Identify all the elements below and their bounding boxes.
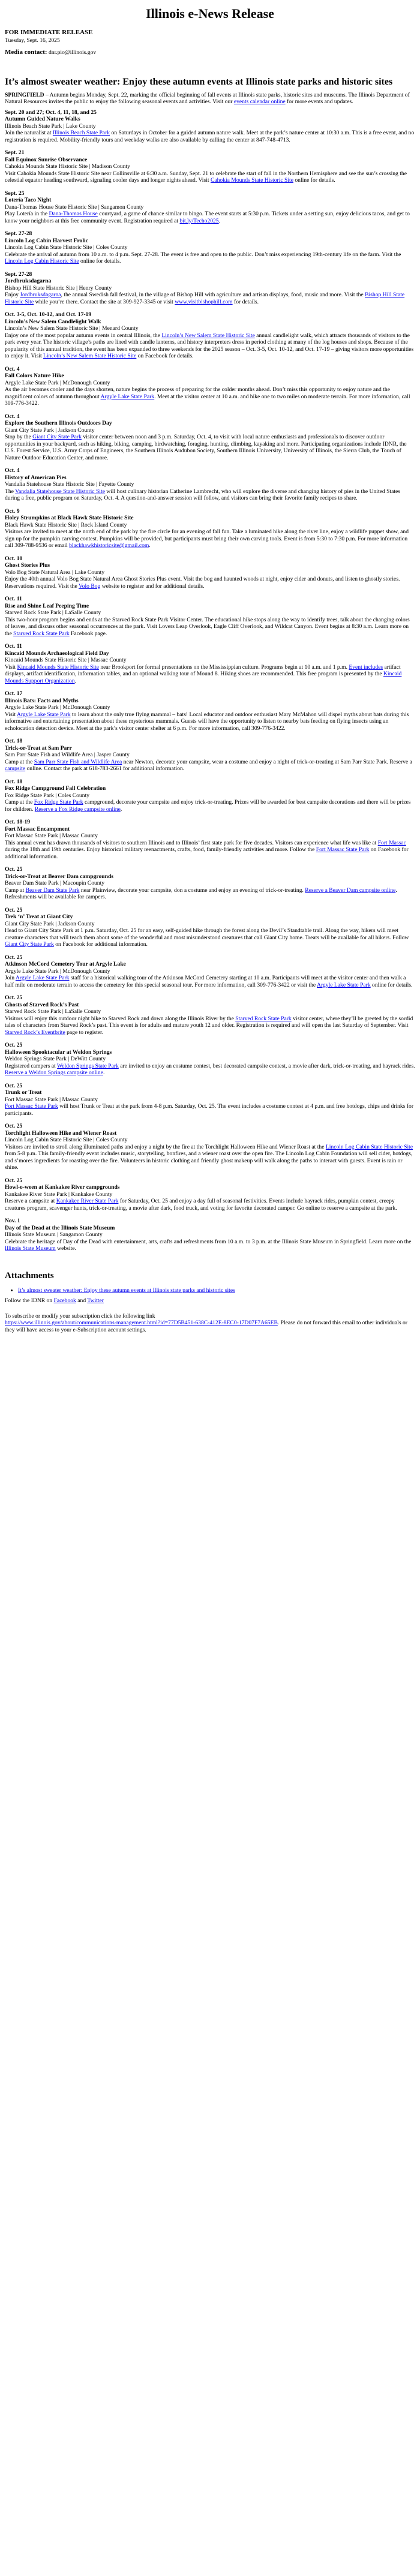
event-link[interactable]: campsite bbox=[5, 765, 26, 773]
event-text: visitor center, where they’ll be greeted by the sordid tales of characters from Starved Rock’s past. This event is for adults and mature youth 12 and older. Registration is required and will open the last Saturday of September. Visit bbox=[5, 1015, 413, 1029]
event-location: Fort Massac State Park | Massac County bbox=[5, 832, 98, 840]
event-text: online for details. bbox=[293, 177, 335, 184]
event-location: Kincaid Mounds State Historic Site | Massac County bbox=[5, 657, 127, 664]
event-block bbox=[5, 866, 415, 901]
event-text: The bbox=[5, 488, 16, 495]
event-text: Play Lotería in the bbox=[5, 211, 49, 218]
intro-text-after: for more events and updates. bbox=[285, 98, 353, 106]
event-text: website. bbox=[55, 1245, 76, 1252]
event-text: Head to Giant City State Park at 1 p.m. Saturday, Oct. 25 for an easy, self-guided hike through the forest along the Devil’s Standtable trail. Along the way, hikers will meet creature characters that will teach them about some of the wonderful and most misunderstood creatures that call Giant City home. Treats will be available for all hikers. Follow bbox=[5, 927, 409, 941]
attachments-heading: Attachments bbox=[5, 1270, 54, 1281]
event-text: . bbox=[218, 217, 221, 224]
event-text: near Newton, decorate your campsite, wear a costume and enjoy a night of trick-or-treating at Sam Parr State Park. Reserve a bbox=[122, 758, 412, 765]
event-text: campground, decorate your campsite and enjoy trick-or-treating. Prizes will be awarded for best campsite decorations and there will be prizes for children. bbox=[5, 799, 411, 813]
event-text: while you’re there. Contact the site at 309-927-3345 or visit bbox=[34, 298, 175, 305]
event-block bbox=[5, 954, 415, 989]
event-description bbox=[5, 488, 415, 502]
event-block bbox=[5, 1042, 415, 1077]
event-link[interactable]: Kankakee River State Park bbox=[56, 1198, 119, 1205]
event-link[interactable]: Argyle Lake State Park bbox=[16, 711, 71, 718]
intro-paragraph bbox=[5, 92, 415, 106]
event-text: Camp at bbox=[5, 886, 26, 894]
event-description bbox=[5, 170, 415, 184]
event-text: on Facebook for additional information. bbox=[53, 941, 148, 948]
event-link[interactable]: Lincoln’s New Salem State Historic Site bbox=[43, 353, 137, 360]
media-contact-email: dnr.pio@illinois.gov bbox=[48, 49, 97, 56]
event-text: Visit bbox=[5, 711, 17, 718]
event-title: Autumn Guided Nature Walks bbox=[5, 116, 80, 123]
event-date: Nov. 1 bbox=[5, 1218, 20, 1225]
event-link[interactable]: Lincoln Log Cabin State Historic Site bbox=[325, 1143, 413, 1150]
event-text: Camp at the bbox=[5, 758, 34, 765]
event-location: Volo Bog State Natural Area | Lake County bbox=[5, 569, 105, 576]
event-link[interactable]: Giant City State Park bbox=[32, 434, 82, 441]
event-description bbox=[5, 664, 415, 685]
event-text: online for details. bbox=[79, 258, 121, 265]
event-location: Weldon Springs State Park | DeWitt County bbox=[5, 1056, 106, 1063]
event-text: Enjoy one of the most popular autumn events in central Illinois, the bbox=[5, 332, 162, 339]
event-text: will host culinary historian Catherine Lambrecht, who will explore the diverse and changing history of pies in the United States during a free, public program on Saturday, Oct. 4. A question-and-answer session will follow, and visitors can bring their favorite family recipes to share. bbox=[5, 488, 400, 502]
event-date: Oct. 25 bbox=[5, 954, 23, 961]
event-date: Oct. 25 bbox=[5, 1177, 23, 1184]
event-link[interactable]: Fox Ridge State Park bbox=[34, 799, 83, 806]
event-location: Argyle Lake State Park | McDonough County bbox=[5, 704, 110, 711]
event-location: Vandalia Statehouse State Historic Site | Fayette County bbox=[5, 481, 134, 488]
event-description bbox=[5, 528, 415, 549]
event-description bbox=[5, 251, 415, 265]
event-link[interactable]: Fort Massac bbox=[377, 839, 406, 846]
event-text: on Facebook for additional information. bbox=[5, 846, 409, 860]
event-link[interactable]: Fort Massac State Park bbox=[5, 1103, 58, 1110]
intro-text-before: – Autumn begins Monday, Sept. 22, marking the official beginning of fall events at Illinois state parks, historic sites and museums. The Illinois Department of Natural Resources invites the public to enjoy the following seasonal events and activities. Visit our bbox=[5, 91, 410, 106]
event-date: Oct. 11 bbox=[5, 596, 22, 603]
attachment-link[interactable]: It’s almost sweater weather: Enjoy these autumn events at Illinois state parks and historic sites bbox=[18, 1287, 235, 1294]
event-link[interactable]: Sam Parr State Fish and Wildlife Area bbox=[34, 758, 122, 765]
event-title: Explore the Southern Illinois Outdoors Day bbox=[5, 420, 112, 427]
event-location: Argyle Lake State Park | McDonough County bbox=[5, 379, 110, 386]
event-date: Oct. 25 bbox=[5, 866, 23, 873]
event-location: Giant City State Park | Jackson County bbox=[5, 426, 95, 434]
event-link[interactable]: Jordbruksdagarna bbox=[20, 291, 61, 299]
event-title: Trek ‘n’ Treat at Giant City bbox=[5, 913, 73, 921]
event-location: Fort Massac State Park | Massac County bbox=[5, 1096, 98, 1103]
event-block bbox=[5, 596, 415, 637]
event-link[interactable]: Lincoln Log Cabin Historic Site bbox=[5, 258, 79, 265]
follow-prefix: Follow the IDNR on bbox=[5, 1297, 54, 1304]
event-location: Black Hawk State Historic Site | Rock Island County bbox=[5, 521, 127, 528]
event-title: Holey Strumpkins at Black Hawk State Historic Site bbox=[5, 515, 134, 522]
event-link[interactable]: Argyle Lake State Park bbox=[317, 981, 371, 988]
event-location: Illinois Beach State Park | Lake County bbox=[5, 122, 96, 130]
event-date: Oct. 4 bbox=[5, 467, 20, 474]
event-text: Enjoy the 40th annual Volo Bog State Natural Area Ghost Stories Plus event. Visit the bog and haunted woods at night, enjoy cider and donuts, and listen to ghostly stories. Reservations required. Visit the bbox=[5, 576, 400, 590]
event-description bbox=[5, 975, 415, 988]
event-location: Lincoln Log Cabin State Historic Site | Coles County bbox=[5, 1137, 128, 1144]
event-block bbox=[5, 907, 415, 948]
event-text: website to register and for additional details. bbox=[100, 582, 205, 590]
event-location: Starved Rock State Park | LaSalle County bbox=[5, 1008, 101, 1015]
headline: It’s almost sweater weather: Enjoy these autumn events at Illinois state parks and historic sites bbox=[5, 77, 393, 88]
event-link[interactable]: Dana-Thomas House bbox=[49, 211, 98, 218]
event-block bbox=[5, 230, 415, 265]
event-text: Visit bbox=[5, 663, 17, 671]
event-title: Trunk or Treat bbox=[5, 1089, 42, 1096]
event-link[interactable]: Argyle Lake State Park bbox=[15, 975, 70, 982]
event-date: Sept. 25 bbox=[5, 190, 25, 197]
event-title: History of American Pies bbox=[5, 474, 67, 481]
event-date: Oct. 10 bbox=[5, 555, 23, 562]
subscription-link[interactable]: https://www.illinois.gov/about/communications-management.html?id=77D5B451-638C-412E-8EC0-17D07F7A65EB bbox=[5, 1319, 278, 1327]
event-block bbox=[5, 1218, 415, 1252]
event-block bbox=[5, 413, 415, 462]
event-description bbox=[5, 211, 415, 224]
event-text: staff for a historical walking tour of the Atkinson McCord Cemetery starting at 10 a.m. Participants will meet at the visitor center and then walk a half mile on moderate terrain to access the cemetery for this special seasonal tour. For more information, call 309-776-3422 or visit the bbox=[5, 975, 406, 988]
event-date: Sept. 27-28 bbox=[5, 230, 32, 238]
event-text: Camp at the bbox=[5, 799, 34, 806]
event-date: Oct. 11 bbox=[5, 643, 22, 650]
event-block bbox=[5, 109, 415, 144]
event-title: Day of the Dead at the Illinois State Museum bbox=[5, 1224, 115, 1231]
release-meta bbox=[5, 29, 415, 56]
event-link[interactable]: www.visitbishophill.com bbox=[175, 298, 233, 305]
release-type: FOR IMMEDIATE RELEASE bbox=[5, 29, 93, 37]
event-link[interactable]: Illinois State Museum bbox=[5, 1245, 56, 1252]
event-description bbox=[5, 617, 415, 638]
event-text: artifact displays, artifact identification, information tables, and an optional walking tour of Mound 8. Hiking shoes are recommended. This free program is presented by the bbox=[5, 663, 401, 678]
event-text: online. Contact the park at 618-783-2661 for additional information. bbox=[25, 765, 185, 773]
event-text: . bbox=[149, 542, 151, 549]
event-text: are invited to enjoy an costume contest, best decorated campsite contest, a movie after dark, trick-or-treating, and hayrack rides. bbox=[118, 1062, 415, 1069]
event-link[interactable]: Volo Bog bbox=[78, 582, 101, 590]
event-description bbox=[5, 927, 415, 948]
event-block bbox=[5, 1083, 415, 1117]
event-title: Trick-or-Treat at Sam Parr bbox=[5, 744, 72, 752]
event-text: . bbox=[103, 1069, 105, 1077]
event-description bbox=[5, 130, 415, 143]
event-link[interactable]: Bishop Hill State Historic Site bbox=[5, 291, 405, 305]
event-description bbox=[5, 576, 415, 590]
event-description bbox=[5, 1239, 415, 1252]
release-banner-title: Illinois e-News Release bbox=[146, 6, 274, 21]
event-block bbox=[5, 366, 415, 407]
event-block bbox=[5, 778, 415, 813]
event-link[interactable]: Illinois Beach State Park bbox=[52, 130, 110, 137]
event-text: on Facebook for details. bbox=[136, 353, 194, 360]
subscription-after-url: . Please do not forward this email to other individuals or they will have access to your e-Subscription account settings. bbox=[5, 1319, 407, 1333]
event-title: Ghost Stories Plus bbox=[5, 562, 50, 569]
event-text: online for details. bbox=[370, 981, 413, 988]
event-date: Oct. 17 bbox=[5, 690, 23, 698]
event-text: Enjoy bbox=[5, 291, 20, 299]
event-text: for Saturday, Oct. 25 and enjoy a day full of seasonal festivities. Events include hayrack rides, pumpkin contest, creepy creatures program, scavenger hunts, trick-or-treating, a movie after dark, food truck, and voting for favorite decorated camper. Go online to reserve a campsite at the park. bbox=[5, 1198, 397, 1212]
event-text: from 5-8 p.m. This family-friendly event includes music, storytelling, bonfires, and a wiener roast over the open fire. The Lincoln Log Cabin Foundation will sell cider, hotdogs, and s’mores ingredients for roasting over the fire. Volunteers in historic clothing and friendly ghost makeup will walk along the paths to interact with guests. Event is rain or shine. bbox=[5, 1150, 413, 1171]
event-date: Oct. 25 bbox=[5, 1082, 23, 1089]
event-block bbox=[5, 819, 415, 860]
event-title: Illinois Bats: Facts and Myths bbox=[5, 697, 79, 704]
event-date: Sept. 20 and 27; Oct. 4, 11, 18, and 25 bbox=[5, 109, 97, 116]
event-title: Fox Ridge Campground Fall Celebration bbox=[5, 785, 106, 792]
event-link[interactable]: bit.ly/Techo2025 bbox=[179, 217, 219, 224]
event-link[interactable]: Vandalia Statehouse State Historic Site bbox=[15, 488, 105, 495]
media-contact-label: Media contact: bbox=[5, 49, 47, 56]
event-title: Lincoln’s New Salem Candlelight Walk bbox=[5, 318, 101, 325]
event-link[interactable]: Cahokia Mounds State Historic Site bbox=[210, 177, 293, 184]
event-location: Starved Rock State Park | LaSalle County bbox=[5, 609, 101, 617]
event-link[interactable]: Kincaid Mounds State Historic Site bbox=[17, 663, 99, 671]
event-text: As the air becomes cooler and the days shorten, nature begins the process of preparing for the colder months ahead. Don’t miss this opportunity to enjoy nature and the magnificent colors of autumn throughout bbox=[5, 386, 390, 400]
event-description bbox=[5, 386, 415, 407]
event-location: Illinois State Museum | Sangamon County bbox=[5, 1231, 103, 1239]
event-date: Sept. 21 bbox=[5, 149, 25, 157]
event-description bbox=[5, 711, 415, 732]
event-link[interactable]: Kincaid Mounds Support Organization bbox=[5, 671, 402, 684]
event-date: Oct. 4 bbox=[5, 413, 20, 420]
event-date: Oct. 25 bbox=[5, 1042, 23, 1049]
event-text: Stop by the bbox=[5, 434, 33, 441]
event-title: Torchlight Halloween Hike and Wiener Roast bbox=[5, 1129, 117, 1137]
event-link[interactable]: Starved Rock State Park bbox=[13, 630, 70, 637]
event-text: visitor center between noon and 3 p.m. Saturday, Oct. 4, to visit with local nature enthusiasts and professionals to discover outdoor opportunities in your backyard, such as hiking, biking, camping, birdwatching, foraging, hunting, climbing, kayaking and more. Participating organizations include IDNR, the U.S. Forest Service, U.S. Army Corps of Engineers, the Southern Illinois Audubon Society, Southern Illinois University, University of Illinois, the Sierra Club, the Touch of Nature Outdoor Education Center, and more. bbox=[5, 434, 407, 461]
event-link[interactable]: Giant City State Park bbox=[5, 941, 54, 948]
subscription-footer bbox=[5, 1313, 415, 1334]
event-link[interactable]: Argyle Lake State Park bbox=[100, 393, 155, 400]
event-text: during the 18th and 19th centuries. Enjoy historical military reenactments, crafts, food, family-friendly activities and more. Follow the bbox=[5, 846, 316, 853]
attachments-list bbox=[5, 1287, 415, 1294]
event-text: on Saturdays in October for a guided autumn nature walk. Meet at the park’s nature center at 10:30 a.m. This is a free event, and no registration is required. Mobility-friendly tours and weekday walks are also available by calling the center at 847-748-4713. bbox=[5, 130, 415, 143]
event-text: Celebrate the heritage of Day of the Dead with entertainment, arts, crafts and refreshments from 10 a.m. to 3 p.m. at the Illinois State Museum in Springfield. Learn more on the bbox=[5, 1238, 412, 1245]
event-text: , the annual Swedish fall festival, in the village of Bishop Hill with agriculture and artisan displays, food, music and more. Visit the bbox=[61, 291, 365, 299]
event-text: Facebook page. bbox=[69, 630, 107, 637]
event-title: Lincoln Log Cabin Harvest Frolic bbox=[5, 237, 88, 244]
event-description bbox=[5, 1198, 415, 1212]
event-date: Sept. 27-28 bbox=[5, 270, 32, 278]
media-contact bbox=[5, 49, 415, 56]
event-title: Kincaid Mounds Archaeological Field Day bbox=[5, 650, 109, 657]
event-text: This two-hour program begins and ends at the Starved Rock State Park Visitor Center. The educational hike stops along the way to identify trees, talk about the changing colors of leaves, and discuss other seasonal occurrences at the park. Visit Lovers Leap Overlook, Eagle Cliff Overlook, and Wildcat Canyon. Event begins at 8:30 a.m. Learn more on the bbox=[5, 616, 410, 637]
events-list bbox=[5, 109, 415, 1252]
follow-and: and bbox=[76, 1297, 88, 1304]
event-date: Oct. 3-5, Oct. 10-12, and Oct. 17-19 bbox=[5, 311, 92, 318]
event-text: near Brookport for formal presentations on the Mississippian culture. Programs begin at 10 a.m. and 1 p.m. bbox=[98, 663, 349, 671]
event-location: Beaver Dam State Park | Macoupin County bbox=[5, 880, 105, 887]
event-description bbox=[5, 799, 415, 813]
event-text: Visit Cahokia Mounds State Historic Site near Collinsville at 6:30 a.m. Sunday, Sept. 21 to celebrate the start of fall in the Northern Hemisphere and see the sun’s crossing the celestial equator heading southward, signaling cooler days and longer nights ahead. Visit bbox=[5, 170, 407, 184]
event-text: to learn about the only true flying mammal – bats! Local educator and outdoor enthusiast Mary McMahon will dispel myths about bats during this informative and entertaining presentation about these mysterious mammals. Guests will have the opportunity to listen to nearby bats feeding on flying insects using an echolocation detection device. Meet at the park’s visitor center shelter at 6 p.m. For more information, call 309-776-3422. bbox=[5, 711, 409, 732]
event-description bbox=[5, 759, 415, 773]
event-link[interactable]: Starved Rock’s Eventbrite bbox=[5, 1029, 65, 1036]
event-block bbox=[5, 555, 415, 590]
event-location: Kankakee River State Park | Kankakee County bbox=[5, 1191, 113, 1198]
event-location: Giant City State Park | Jackson County bbox=[5, 920, 95, 927]
event-text: This annual event has drawn thousands of visitors to southern Illinois and to Illinois’ first state park for five decades. Visitors can experience what life was like at bbox=[5, 839, 378, 846]
event-description bbox=[5, 1144, 415, 1171]
release-date: Tuesday, Sept. 16, 2025 bbox=[5, 37, 60, 44]
event-title: Ghosts of Starved Rock’s Past bbox=[5, 1001, 79, 1008]
event-block bbox=[5, 643, 415, 684]
event-block bbox=[5, 190, 415, 225]
event-title: Jordbruksdagarna bbox=[5, 278, 52, 285]
event-text: Registered campers at bbox=[5, 1062, 57, 1069]
event-date: Oct. 9 bbox=[5, 507, 20, 515]
event-link[interactable]: Fort Massac State Park bbox=[316, 846, 370, 853]
twitter-link[interactable]: Twitter bbox=[87, 1297, 104, 1304]
event-block bbox=[5, 311, 415, 360]
event-date: Oct. 25 bbox=[5, 906, 23, 913]
event-link[interactable]: Lincoln’s New Salem State Historic Site bbox=[161, 332, 255, 339]
event-text: for details. bbox=[232, 298, 259, 305]
event-date: Oct. 25 bbox=[5, 1123, 23, 1130]
event-text: Visitors are invited to stroll along illuminated paths and enjoy a night by the fire at the Torchlight Halloween Hike and Wiener Roast at the bbox=[5, 1143, 326, 1150]
event-block bbox=[5, 738, 415, 773]
event-title: Halloween Spooktacular at Weldon Springs bbox=[5, 1048, 112, 1056]
event-description bbox=[5, 840, 415, 861]
event-title: Fall Equinox Sunrise Observance bbox=[5, 156, 88, 163]
event-location: Lincoln’s New Salem State Historic Site | Menard County bbox=[5, 325, 139, 332]
event-block bbox=[5, 467, 415, 502]
event-link[interactable]: blackhawkhistoricsite@gmail.com bbox=[69, 542, 149, 549]
event-description bbox=[5, 887, 415, 901]
event-date: Oct. 18-19 bbox=[5, 819, 31, 826]
event-block bbox=[5, 1123, 415, 1171]
event-link[interactable]: Weldon Springs State Park bbox=[56, 1062, 119, 1069]
event-text: Join the naturalist at bbox=[5, 130, 53, 137]
event-link[interactable]: Beaver Dam State Park bbox=[25, 886, 80, 894]
event-description bbox=[5, 1103, 415, 1117]
event-description bbox=[5, 291, 415, 305]
event-text: annual candlelight walk, which attracts thousands of visitors to the park every year. The historic village’s paths are lined with candle lanterns, and history interpreters dress in period clothing at many of the log houses and shops. Because of the popularity of this annual tradition, the event has been expanded to three weekends for the 2025 season – Oct. 3-5, Oct. 10-12, and Oct. 17-19 – giving visitors more opportunities to enjoy it. Visit bbox=[5, 332, 414, 360]
event-location: Lincoln Log Cabin State Historic Site | Coles County bbox=[5, 244, 128, 251]
event-location: Bishop Hill State Historic Site | Henry County bbox=[5, 284, 112, 291]
attachment-item bbox=[18, 1287, 415, 1294]
event-text: . bbox=[74, 677, 76, 684]
facebook-link[interactable]: Facebook bbox=[53, 1297, 76, 1304]
event-text: near Plainview, decorate your campsite, don a costume and enjoy an evening of trick-or-treating. bbox=[79, 886, 305, 894]
event-location: Argyle Lake State Park | McDonough County bbox=[5, 967, 110, 975]
event-block bbox=[5, 508, 415, 549]
event-link[interactable]: Reserve a Beaver Dam campsite online bbox=[305, 886, 396, 894]
event-text: . bbox=[120, 805, 122, 813]
event-text: Visitors are invited to meet at the north end of the park by the fire circle for an evening of fall fun. Take a luminated hike along the river line, enjoy a wildlife puppet show, and sign up for the pumpkin carving contest. Pumpkins will be provided, but participants must bring their own carving tools. Event is from 5:30 to 7:30 p.m. For more information call 309-788-9536 or email bbox=[5, 528, 409, 549]
events-calendar-link[interactable]: events calendar online bbox=[233, 98, 286, 106]
event-text: . Meet at the visitor center at 10 a.m. and hike one to two miles on moderate terrain. For more information, call 309-776-3422. bbox=[5, 393, 410, 407]
event-link[interactable]: Starved Rock State Park bbox=[235, 1015, 292, 1022]
event-location: Dana-Thomas House State Historic Site | Sangamon County bbox=[5, 203, 144, 211]
event-text: courtyard, a game of chance similar to bingo. The event starts at 5:30 p.m. Tickets under a setting sun, enjoy delicious tacos, and get to know your neighbors at this free community event. Registration required at bbox=[5, 211, 410, 224]
event-block bbox=[5, 149, 415, 184]
event-text: page to register. bbox=[65, 1029, 104, 1036]
event-block bbox=[5, 271, 415, 306]
event-location: Fox Ridge State Park | Coles County bbox=[5, 792, 90, 799]
event-text: Celebrate the arrival of autumn from 10 a.m. to 4 p.m. Sept. 27-28. The event is free and open to the public. Don’t miss experiencing 19th-century life on the farm. Visit the bbox=[5, 251, 401, 258]
event-title: Fort Massac Encampment bbox=[5, 825, 70, 832]
event-description bbox=[5, 1015, 415, 1036]
event-block bbox=[5, 994, 415, 1036]
event-description bbox=[5, 434, 415, 461]
event-text: Join bbox=[5, 975, 16, 982]
event-date: Oct. 18 bbox=[5, 738, 23, 745]
event-date: Oct. 18 bbox=[5, 778, 23, 785]
event-title: Atkinson McCord Cemetery Tour at Argyle Lake bbox=[5, 961, 126, 968]
event-title: Lotería Taco Night bbox=[5, 197, 52, 204]
event-title: Howl-o-ween at Kankakee River campgrounds bbox=[5, 1184, 120, 1191]
event-link[interactable]: Event includes bbox=[349, 663, 383, 671]
event-text: Reserve a campsite at bbox=[5, 1198, 56, 1205]
subscription-url-line bbox=[5, 1319, 415, 1333]
event-date: Oct. 25 bbox=[5, 994, 23, 1002]
event-block bbox=[5, 1177, 415, 1212]
event-title: Rise and Shine Leaf Peeping Time bbox=[5, 602, 89, 609]
follow-line bbox=[5, 1297, 415, 1304]
event-link[interactable]: Reserve a Fox Ridge campsite online bbox=[34, 805, 121, 813]
event-location: Sam Parr State Fish and Wildlife Area | Jasper County bbox=[5, 752, 130, 759]
event-text: . Refreshments will be available for campers. bbox=[5, 886, 397, 901]
event-title: Fall Colors Nature Hike bbox=[5, 372, 64, 380]
dateline: SPRINGFIELD bbox=[5, 91, 44, 98]
event-link[interactable]: Reserve a Weldon Springs campsite online bbox=[5, 1069, 103, 1077]
event-date: Oct. 4 bbox=[5, 365, 20, 372]
event-block bbox=[5, 690, 415, 732]
event-title: Trick-or-Treat at Beaver Dam campgrounds bbox=[5, 873, 114, 880]
subscription-line: To subscribe or modify your subscription click the following link bbox=[5, 1312, 155, 1319]
event-text: Visitors will enjoy this outdoor night hike to Starved Rock and down along the Illinois River by the bbox=[5, 1015, 236, 1022]
event-description bbox=[5, 1063, 415, 1077]
event-location: Cahokia Mounds State Historic Site | Madison County bbox=[5, 163, 130, 170]
event-description bbox=[5, 332, 415, 360]
event-text: will host Trunk or Treat at the park from 4-8 p.m. Saturday, Oct. 25. The event includes a costume contest at 4 p.m. and free hotdogs, chips and drinks for participants. bbox=[5, 1103, 414, 1117]
